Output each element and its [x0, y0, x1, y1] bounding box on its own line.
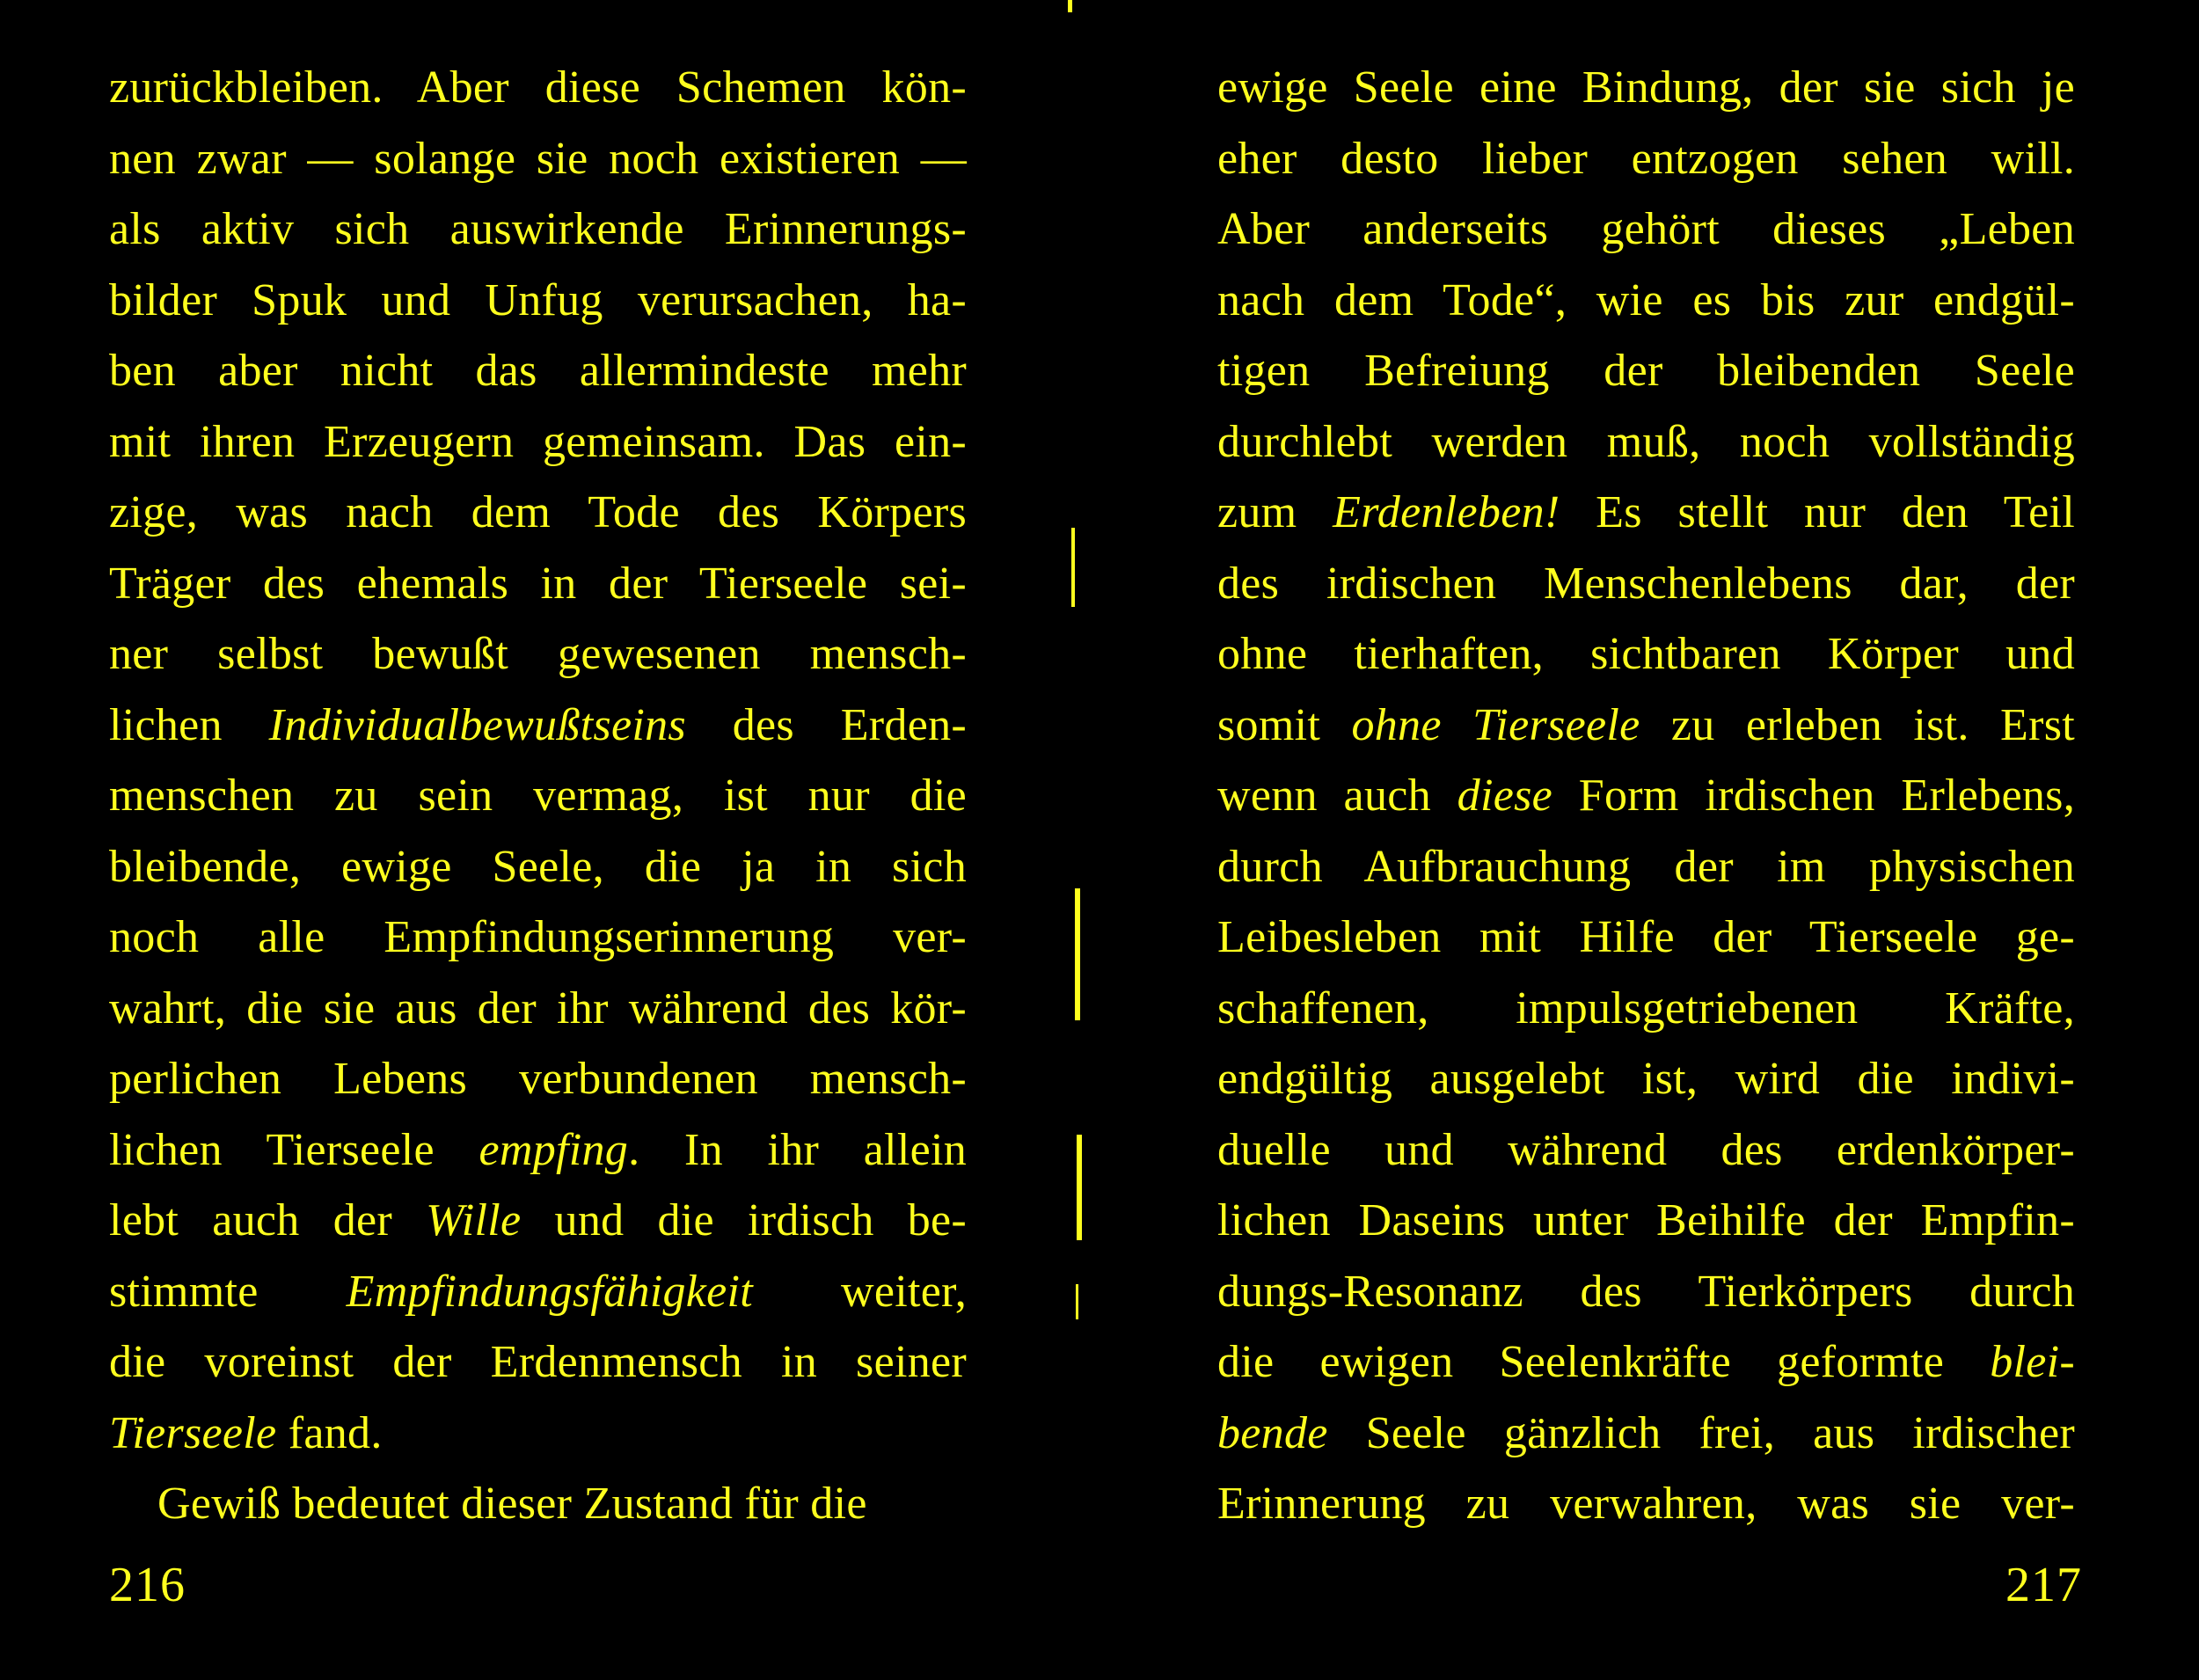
text-line: [109, 266, 967, 337]
text-line: [1217, 266, 2075, 337]
text-line: [109, 1115, 967, 1187]
text-line: [1217, 1399, 2075, 1470]
text-segment: die voreinst der Erdenmensch in seiner: [109, 1337, 967, 1387]
text-line: [1217, 1115, 2075, 1187]
text-segment: wahrt, die sie aus der ihr während des kör-: [109, 982, 967, 1034]
text-line: [1217, 1257, 2075, 1328]
italic-text: Erdenleben!: [1333, 487, 1560, 537]
text-segment: lichen Daseins unter Beihilfe der Empfin-: [1217, 1195, 2075, 1245]
text-line: [109, 902, 967, 974]
text-line: [1217, 407, 2075, 478]
text-line: [109, 549, 967, 620]
text-segment: nach dem Tode“, wie es bis zur endgül-: [1217, 274, 2075, 325]
text-segment: zige, was nach dem Tode des Körpers: [109, 487, 967, 537]
text-segment: Gewiß bedeutet dieser Zustand für die: [157, 1479, 867, 1529]
text-segment: weiter,: [753, 1266, 967, 1317]
text-line: [109, 407, 967, 478]
gutter-mark: [1071, 528, 1075, 607]
text-segment: eher desto lieber entzogen sehen will.: [1217, 133, 2075, 184]
italic-text: Empfindungsfähigkeit: [346, 1266, 754, 1317]
text-line: [1217, 832, 2075, 903]
text-segment: Erinnerung zu verwahren, was sie ver-: [1217, 1479, 2075, 1529]
text-segment: zu erleben ist. Erst: [1640, 699, 2075, 750]
text-segment: duelle und während des erdenkörper-: [1217, 1124, 2075, 1175]
gutter-mark: [1077, 1135, 1082, 1240]
text-segment: ben aber nicht das allermindeste mehr: [109, 346, 967, 396]
text-segment: des Erden-: [685, 699, 967, 750]
text-line: [1217, 619, 2075, 690]
text-line: [109, 53, 967, 124]
text-segment: bilder Spuk und Unfug verursachen, ha-: [109, 274, 967, 325]
italic-text: bende: [1217, 1407, 1328, 1458]
text-segment: stimmte: [109, 1266, 347, 1317]
text-line: [1217, 124, 2075, 195]
text-line: [109, 1469, 967, 1540]
text-segment: zum: [1217, 487, 1333, 537]
italic-text: empfing: [479, 1124, 629, 1175]
text-segment: ewige Seele eine Bindung, der sie sich je: [1217, 62, 2075, 113]
text-segment: fand.: [276, 1407, 383, 1458]
text-line: [109, 761, 967, 832]
left-page-text: [109, 53, 967, 1540]
text-line: [1217, 761, 2075, 832]
right-page-text: [1217, 53, 2075, 1540]
text-line: [1217, 1044, 2075, 1115]
text-line: [109, 619, 967, 690]
text-segment: nen zwar — solange sie noch existieren —: [109, 133, 967, 184]
text-line: [109, 336, 967, 407]
page-number-right: 217: [2005, 1558, 2082, 1612]
text-line: [109, 1044, 967, 1115]
text-line: [109, 974, 967, 1045]
gutter-mark: [1068, 0, 1072, 12]
text-segment: durchlebt werden muß, noch vollständig: [1217, 416, 2075, 467]
italic-text: diese: [1457, 771, 1552, 821]
text-segment: und die irdisch be-: [521, 1195, 967, 1245]
text-segment: mit ihren Erzeugern gemeinsam. Das ein-: [109, 416, 967, 467]
text-segment: dungs-Resonanz des Tierkörpers durch: [1217, 1266, 2075, 1317]
text-segment: des irdischen Menschenlebens dar, der: [1217, 558, 2075, 609]
text-segment: Träger des ehemals in der Tierseele sei-: [109, 558, 967, 609]
text-line: [109, 1257, 967, 1328]
text-line: [109, 1327, 967, 1399]
text-line: [1217, 478, 2075, 549]
text-line: [1217, 53, 2075, 124]
text-segment: zurückbleiben. Aber diese Schemen kön-: [109, 62, 967, 113]
gutter-mark: [1076, 1284, 1078, 1319]
text-segment: als aktiv sich auswirkende Erinnerungs-: [109, 204, 967, 254]
italic-text: blei-: [1990, 1337, 2075, 1387]
text-line: [109, 124, 967, 195]
italic-text: Individualbewußtseins: [268, 699, 686, 750]
text-segment: ner selbst bewußt gewesenen mensch-: [109, 629, 967, 679]
text-line: [1217, 1469, 2075, 1540]
text-segment: schaffenen, impulsgetriebenen Kräfte,: [1217, 982, 2075, 1034]
text-segment: lichen Tierseele: [109, 1124, 479, 1175]
text-line: [1217, 194, 2075, 266]
text-segment: Form irdischen Erlebens,: [1552, 771, 2075, 821]
text-segment: . In ihr allein: [628, 1124, 967, 1175]
text-segment: durch Aufbrauchung der im physischen: [1217, 841, 2075, 892]
text-line: [1217, 902, 2075, 974]
text-segment: ohne tierhaften, sichtbaren Körper und: [1217, 629, 2075, 679]
text-segment: die ewigen Seelenkräfte geformte: [1217, 1337, 1991, 1387]
text-line: [1217, 549, 2075, 620]
text-line: [109, 832, 967, 903]
text-segment: bleibende, ewige Seele, die ja in sich: [109, 841, 967, 892]
text-line: [1217, 974, 2075, 1045]
text-line: [109, 478, 967, 549]
text-segment: lebt auch der: [109, 1195, 427, 1245]
text-segment: lichen: [109, 699, 269, 750]
text-segment: Leibesleben mit Hilfe der Tierseele ge-: [1217, 912, 2075, 962]
italic-text: Tierseele: [109, 1407, 277, 1458]
text-line: [1217, 1327, 2075, 1399]
text-segment: perlichen Lebens verbundenen mensch-: [109, 1054, 967, 1104]
text-segment: endgültig ausgelebt ist, wird die indivi-: [1217, 1054, 2075, 1104]
text-line: [109, 1399, 967, 1470]
text-line: [109, 194, 967, 266]
text-line: [1217, 1186, 2075, 1257]
book-gutter: [1063, 0, 1098, 1680]
italic-text: ohne Tierseele: [1351, 699, 1640, 750]
text-segment: somit: [1217, 699, 1352, 750]
italic-text: Wille: [426, 1195, 522, 1245]
text-segment: menschen zu sein vermag, ist nur die: [109, 771, 967, 821]
text-line: [1217, 336, 2075, 407]
text-line: [109, 1186, 967, 1257]
text-segment: wenn auch: [1217, 771, 1457, 821]
text-segment: noch alle Empfindungserinnerung ver-: [109, 912, 967, 962]
text-segment: Es stellt nur den Teil: [1560, 487, 2075, 537]
text-segment: tigen Befreiung der bleibenden Seele: [1217, 346, 2075, 396]
text-segment: Aber anderseits gehört dieses „Leben: [1217, 204, 2075, 254]
gutter-mark: [1075, 888, 1080, 1020]
page-number-left: 216: [109, 1558, 186, 1612]
text-line: [109, 690, 967, 762]
text-segment: Seele gänzlich frei, aus irdischer: [1327, 1407, 2075, 1458]
text-line: [1217, 690, 2075, 762]
